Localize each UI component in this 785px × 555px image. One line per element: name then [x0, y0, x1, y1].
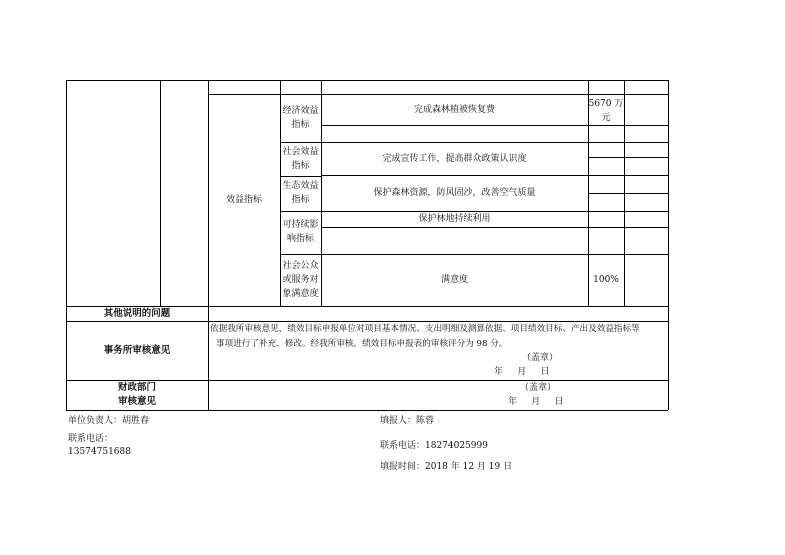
indicator-sustainable: 保护林地持续利用 — [418, 214, 491, 224]
indicator-economic: 完成森林植被恢复费 — [413, 105, 495, 115]
finance-seal: （盖章） — [520, 383, 557, 393]
office-seal: （盖章） — [522, 353, 559, 363]
sub-indicator-satisfaction: 社会公众 或服务对 象满意度 — [282, 261, 319, 299]
sub-indicator-economic: 经济效益 指标 — [282, 106, 319, 130]
indicator-satisfaction: 满意度 — [440, 275, 468, 285]
unit-head: 单位负责人：胡胜春 — [68, 416, 150, 426]
office-review-text-line1: 依据我所审核意见，绩效目标申报单位对项目基本情况、支出明细及测算依据、项目绩效目标、产出及效益指标等 — [210, 324, 640, 334]
finance-date: 年 月 日 — [508, 397, 564, 407]
value-satisfaction: 100% — [593, 275, 619, 285]
contact-label-left: 联系电话： — [68, 434, 114, 444]
sub-indicator-ecological: 生态效益 指标 — [282, 181, 319, 205]
office-review-text-line2: 事项进行了补充、修改。经我所审核，绩效目标申报表的审核评分为 98 分。 — [216, 339, 508, 349]
value-economic: 5670 万 元 — [588, 99, 624, 123]
fill-time: 填报时间：2018 年 12 月 19 日 — [380, 462, 513, 472]
filler-name: 填报人：陈蓉 — [380, 416, 435, 426]
category-label: 效益指标 — [225, 195, 262, 205]
office-date: 年 月 日 — [494, 367, 550, 377]
finance-review-label: 财政部门 审核意见 — [117, 382, 156, 407]
contact-right: 联系电话：18274025999 — [380, 441, 488, 451]
sub-indicator-social: 社会效益 指标 — [282, 147, 319, 171]
indicator-social: 完成宣传工作，提高群众政策认识度 — [382, 154, 527, 164]
office-review-label: 事务所审核意见 — [103, 345, 171, 356]
sub-indicator-sustainable: 可持续影 响指标 — [282, 220, 319, 244]
indicator-ecological: 保护森林资源，防风固沙，改善空气质量 — [373, 188, 536, 198]
contact-phone-left: 13574751688 — [68, 447, 131, 457]
other-notes-label: 其他说明的问题 — [103, 308, 171, 319]
